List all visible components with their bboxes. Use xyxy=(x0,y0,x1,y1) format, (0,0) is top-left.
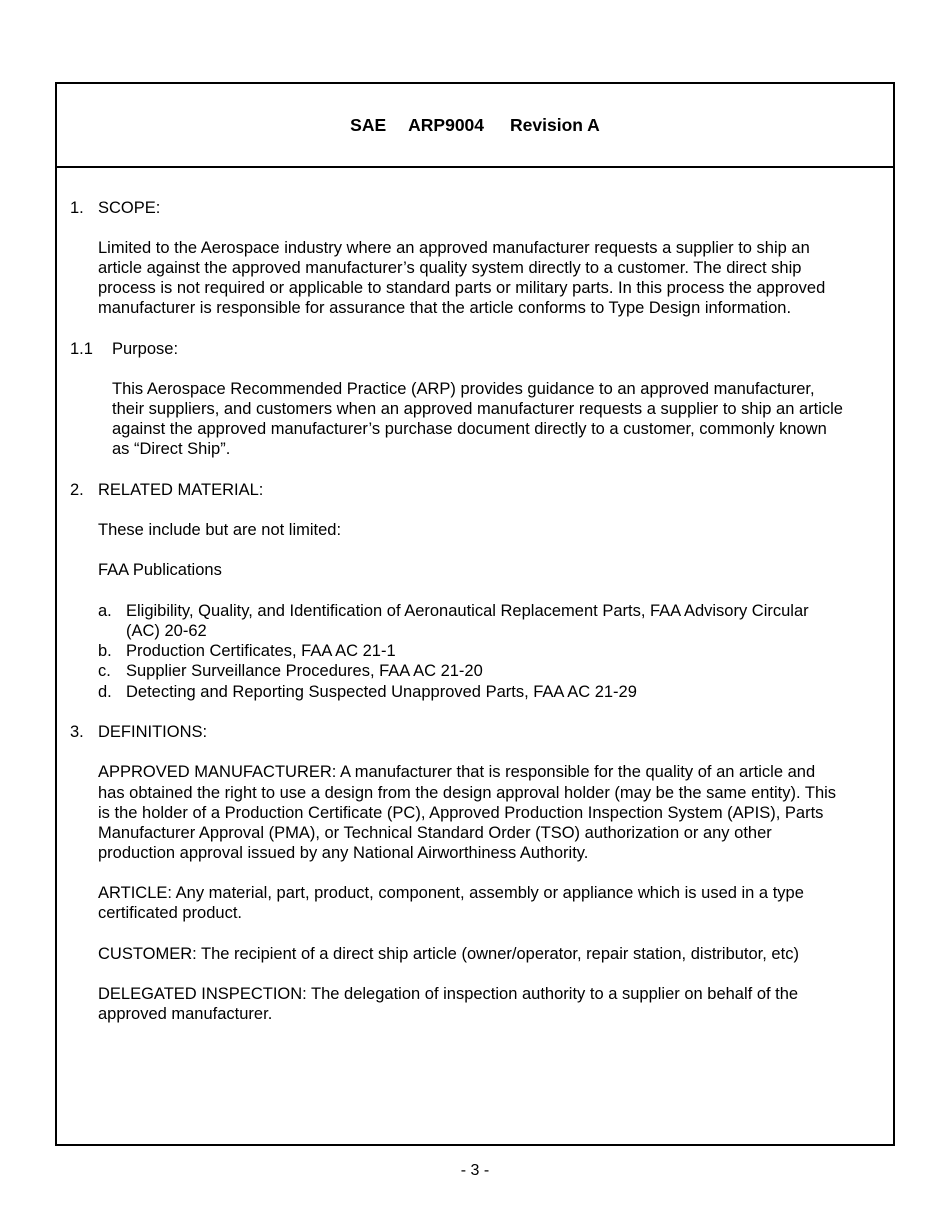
definition-approved-manufacturer-line-2: has obtained the right to use a design from the design approval holder (may be the same entity). This xyxy=(98,784,837,802)
purpose-line-3: against the approved manufacturer’s purchase document directly to a customer, commonly known xyxy=(112,420,827,438)
related-subheading: FAA Publications xyxy=(98,561,222,579)
definition-delegated-inspection-line-1: DELEGATED INSPECTION: The delegation of inspection authority to a supplier on behalf of the xyxy=(98,985,799,1003)
list-item-b-text: Production Certificates, FAA AC 21-1 xyxy=(126,642,396,660)
section-1-number: 1. xyxy=(70,199,84,217)
definition-customer: CUSTOMER: The recipient of a direct ship article (owner/operator, repair station, distributor, etc) xyxy=(98,945,799,963)
definition-delegated-inspection-line-2: approved manufacturer. xyxy=(98,1005,273,1023)
document-header xyxy=(57,84,893,168)
section-3-number: 3. xyxy=(70,723,84,741)
purpose-line-2: their suppliers, and customers when an approved manufacturer requests a supplier to ship an article xyxy=(112,400,843,418)
header-org: SAE xyxy=(350,114,387,135)
definition-article-line-2: certificated product. xyxy=(98,904,242,922)
header-doc-number: ARP9004 xyxy=(408,114,485,135)
definition-article-line-1: ARTICLE: Any material, part, product, component, assembly or appliance which is used in a type xyxy=(98,884,804,902)
purpose-line-4: as “Direct Ship”. xyxy=(112,440,231,458)
section-1-1-title: Purpose: xyxy=(112,340,179,358)
scope-line-3: process is not required or applicable to standard parts or military parts. In this process the approved xyxy=(98,279,826,297)
page-number: - 3 - xyxy=(460,1162,490,1179)
section-1-title: SCOPE: xyxy=(98,199,161,217)
list-item-d-letter: d. xyxy=(98,683,112,701)
list-item-b-letter: b. xyxy=(98,642,112,660)
definition-approved-manufacturer-line-5: production approval issued by any National Airworthiness Authority. xyxy=(98,844,589,862)
section-2-title: RELATED MATERIAL: xyxy=(98,481,264,499)
list-item-c-letter: c. xyxy=(98,662,111,680)
purpose-line-1: This Aerospace Recommended Practice (ARP) provides guidance to an approved manufacturer, xyxy=(112,380,815,398)
definition-approved-manufacturer-line-1: APPROVED MANUFACTURER: A manufacturer that is responsible for the quality of an article and xyxy=(98,763,816,781)
list-item-a-line-1: Eligibility, Quality, and Identification of Aeronautical Replacement Parts, FAA Advisory Circular xyxy=(126,602,809,620)
section-3-title: DEFINITIONS: xyxy=(98,723,208,741)
related-intro: These include but are not limited: xyxy=(98,521,342,539)
scope-line-2: article against the approved manufacturer’s quality system directly to a customer. The direct ship xyxy=(98,259,802,277)
definition-approved-manufacturer-line-3: is the holder of a Production Certificate (PC), Approved Production Inspection System (APIS), Parts xyxy=(98,804,824,822)
list-item-a-letter: a. xyxy=(98,602,112,620)
section-2-number: 2. xyxy=(70,481,84,499)
scope-line-1: Limited to the Aerospace industry where an approved manufacturer requests a supplier to ship an xyxy=(98,239,810,257)
scope-line-4: manufacturer is responsible for assurance that the article conforms to Type Design information. xyxy=(98,299,792,317)
list-item-a-line-2: (AC) 20-62 xyxy=(126,622,207,640)
list-item-c-text: Supplier Surveillance Procedures, FAA AC 21-20 xyxy=(126,662,483,680)
header-revision: Revision A xyxy=(510,114,600,135)
section-1-1-number: 1.1 xyxy=(70,340,93,358)
list-item-d-text: Detecting and Reporting Suspected Unapproved Parts, FAA AC 21-29 xyxy=(126,683,637,701)
definition-approved-manufacturer-line-4: Manufacturer Approval (PMA), or Technical Standard Order (TSO) authorization or any other xyxy=(98,824,772,842)
